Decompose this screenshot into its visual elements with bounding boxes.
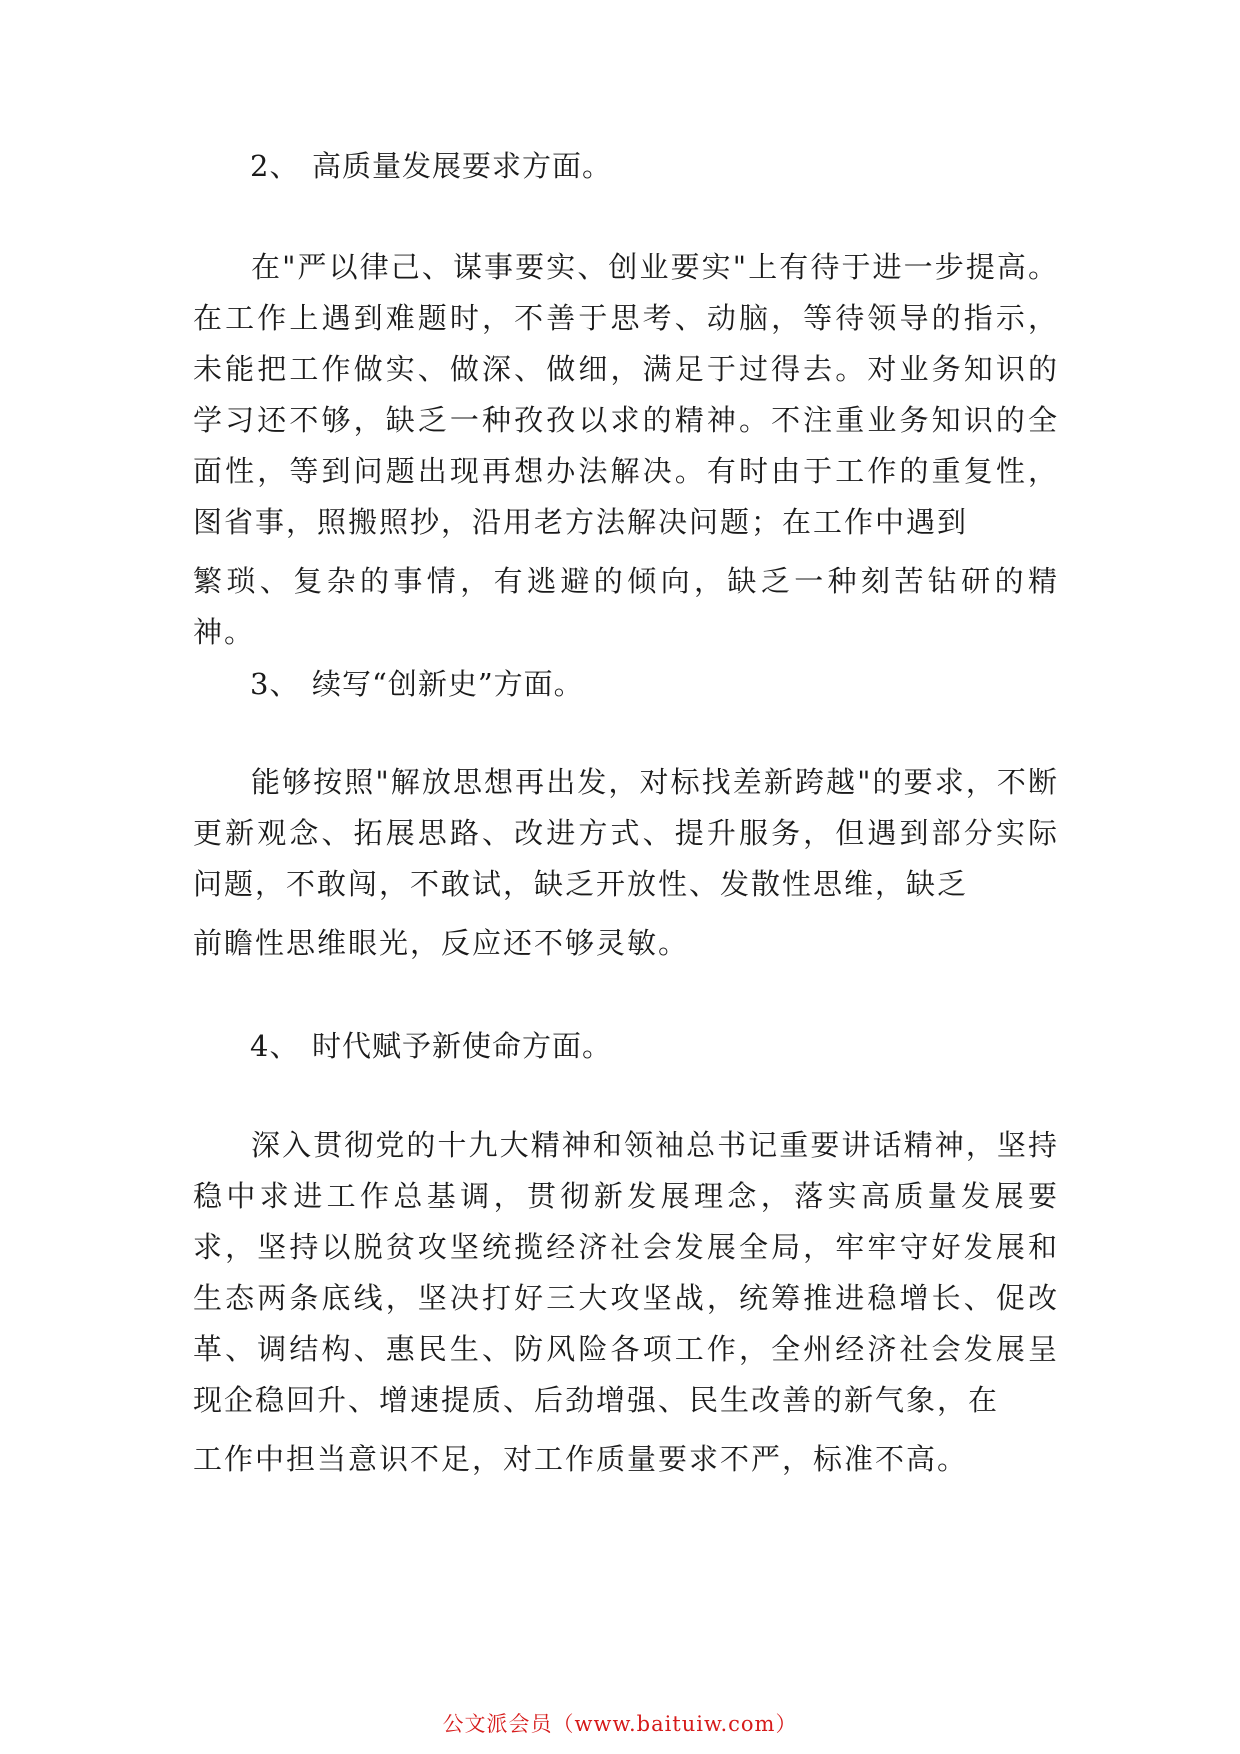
section-4-heading [250,1026,612,1066]
section-2-title: 高质量发展要求方面。 [312,149,613,183]
section-3-title: 续写“创新史”方面。 [312,667,584,701]
section-4-title: 时代赋予新使命方面。 [312,1029,613,1063]
section-2-heading [250,146,612,186]
section-3-paragraph [193,757,1059,969]
section-3-number: 3、 [250,667,300,701]
section-4-paragraph [193,1120,1059,1485]
section-4-body: 深入贯彻党的十九大精神和领袖总书记重要讲话精神，坚持稳中求进工作总基调，贯彻新发展理念，落实高质量发展要求，坚持以脱贫攻坚统揽经济社会发展全局，牢牢守好发展和生态两条底线，坚决打好三大攻坚战，统筹推进稳增长、促改革、调结构、惠民生、防风险各项工作，全州经济社会发展呈现企稳回升、增速提质、后劲增强、民生改善的新气象，在 [193,1128,1059,1417]
section-3-body: 能够按照"解放思想再出发，对标找差新跨越"的要求，不断更新观念、拓展思路、改进方式、提升服务，但遇到部分实际问题，不敢闯，不敢试，缺乏开放性、发散性思维，缺乏 [193,765,1059,901]
section-3-heading [250,664,584,704]
section-4-body-last: 工作中担当意识不足，对工作质量要求不严，标准不高。 [193,1442,969,1476]
section-2-body-last: 繁琐、复杂的事情，有逃避的倾向，缺乏一种刻苦钻研的精神。 [193,564,1059,649]
section-3-body-last: 前瞻性思维眼光，反应还不够灵敏。 [193,926,690,960]
section-2-body: 在"严以律己、谋事要实、创业要实"上有待于进一步提高。在工作上遇到难题时，不善于思考、动脑，等待领导的指示，未能把工作做实、做深、做细，满足于过得去。对业务知识的学习还不够，缺乏一种孜孜以求的精神。不注重业务知识的全面性，等到问题出现再想办法解决。有时由于工作的重复性，图省事，照搬照抄，沿用老方法解决问题；在工作中遇到 [193,250,1059,539]
section-2-paragraph [193,242,1059,658]
footer-watermark: 公文派会员（www.baituiw.com） [442,1712,798,1736]
section-2-number: 2、 [250,149,300,183]
section-4-number: 4、 [250,1029,300,1063]
